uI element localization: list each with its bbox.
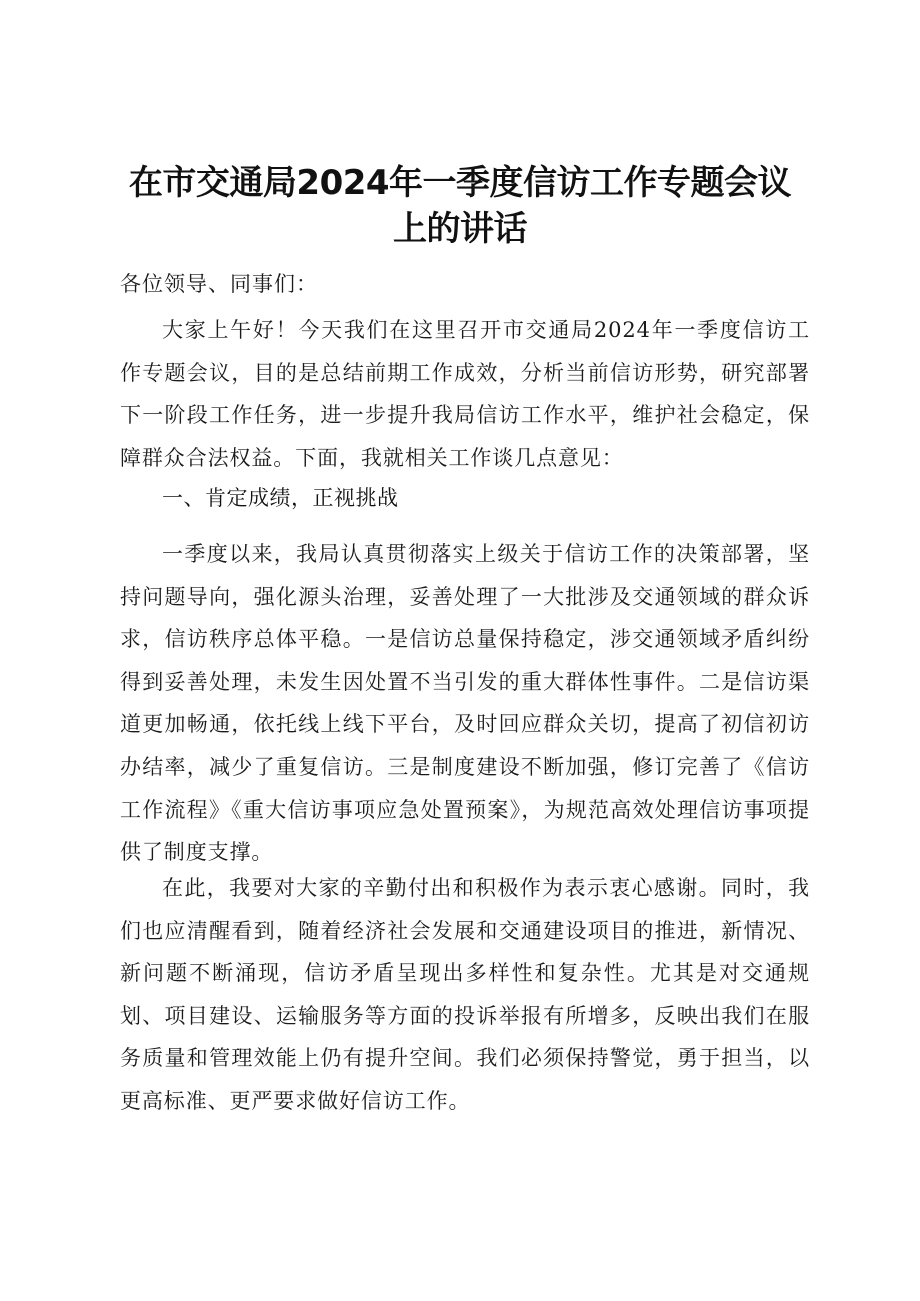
salutation: 各位领导、同事们： bbox=[120, 272, 318, 296]
document-title-line-2: 上的讲话 bbox=[393, 209, 527, 249]
paragraph-challenges: 在此，我要对大家的辛勤付出和积极作为表示衷心感谢。同时，我们也应清醒看到，随着经济社会发展和交通建设项目的推进，新情况、新问题不断涌现，信访矛盾呈现出多样性和复杂性。尤其是对交通规划、项目建设、运输服务等方面的投诉举报有所增多，反映出我们在服务质量和管理效能上仍有提升空间。我们必须保持警觉，勇于担当，以更高标准、更严要求做好信访工作。 bbox=[120, 876, 810, 1113]
document-title-line-1: 在市交通局2024年一季度信访工作专题会议 bbox=[128, 163, 792, 203]
paragraph-opening: 大家上午好！今天我们在这里召开市交通局2024年一季度信访工作专题会议，目的是总结前期工作成效，分析当前信访形势，研究部署下一阶段工作任务，进一步提升我局信访工作水平，维护社会稳定，保障群众合法权益。下面，我就相关工作谈几点意见： bbox=[120, 318, 810, 470]
paragraph-achievements: 一季度以来，我局认真贯彻落实上级关于信访工作的决策部署，坚持问题导向，强化源头治理，妥善处理了一大批涉及交通领域的群众诉求，信访秩序总体平稳。一是信访总量保持稳定，涉交通领域矛盾纠纷得到妥善处理，未发生因处置不当引发的重大群体性事件。二是信访渠道更加畅通，依托线上线下平台，及时回应群众关切，提高了初信初访办结率，减少了重复信访。三是制度建设不断加强，修订完善了《信访工作流程》《重大信访事项应急处置预案》，为规范高效处理信访事项提供了制度支撑。 bbox=[120, 542, 810, 865]
section-heading-1: 一、肯定成绩，正视挑战 bbox=[162, 486, 399, 510]
